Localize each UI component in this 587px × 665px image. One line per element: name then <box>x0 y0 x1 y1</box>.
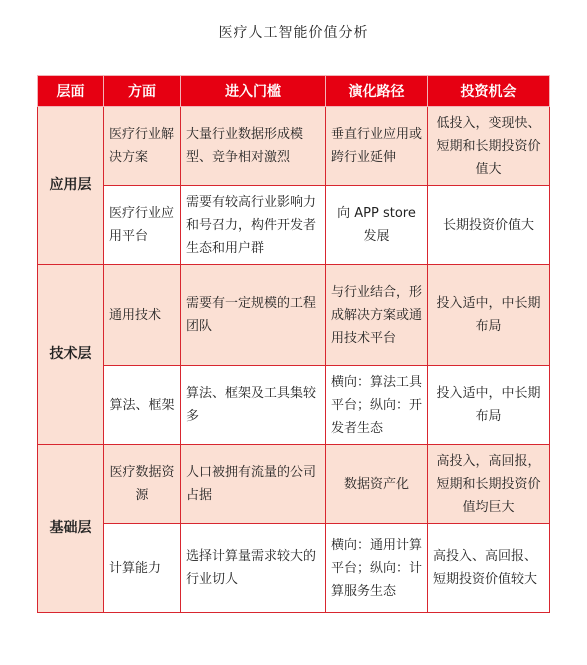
cell-opportunity: 投入适中，中长期布局 <box>428 265 550 366</box>
cell-path: 横向：通用计算平台；纵向：计算服务生态 <box>326 524 428 613</box>
table-row <box>38 524 550 613</box>
cell-path: 横向：算法工具平台；纵向：开发者生态 <box>326 366 428 445</box>
layer-foundation: 基础层 <box>38 445 104 613</box>
table-row <box>38 265 550 366</box>
cell-aspect: 算法、框架 <box>104 366 181 445</box>
cell-opportunity: 投入适中，中长期布局 <box>428 366 550 445</box>
cell-barrier: 人口被拥有流量的公司占据 <box>181 445 326 524</box>
table-row <box>38 445 550 524</box>
cell-barrier: 需要有一定规模的工程团队 <box>181 265 326 366</box>
header-aspect: 方面 <box>104 76 181 107</box>
cell-path: 数据资产化 <box>326 445 428 524</box>
layer-application: 应用层 <box>38 107 104 265</box>
header-layer: 层面 <box>38 76 104 107</box>
cell-path: 垂直行业应用或跨行业延伸 <box>326 107 428 186</box>
table-header-row <box>38 76 550 107</box>
cell-barrier: 选择计算量需求较大的行业切人 <box>181 524 326 613</box>
cell-aspect: 计算能力 <box>104 524 181 613</box>
cell-path: 与行业结合，形成解决方案或通用技术平台 <box>326 265 428 366</box>
cell-opportunity: 低投入，变现快、短期和长期投资价值大 <box>428 107 550 186</box>
header-opportunity: 投资机会 <box>428 76 550 107</box>
cell-aspect: 通用技术 <box>104 265 181 366</box>
cell-opportunity: 长期投资价值大 <box>428 186 550 265</box>
cell-aspect: 医疗数据资源 <box>104 445 181 524</box>
table-row <box>38 107 550 186</box>
cell-aspect: 医疗行业应用平台 <box>104 186 181 265</box>
cell-barrier: 需要有较高行业影响力和号召力，构件开发者生态和用户群 <box>181 186 326 265</box>
cell-barrier: 算法、框架及工具集较多 <box>181 366 326 445</box>
cell-opportunity: 高投入、高回报、短期投资价值较大 <box>428 524 550 613</box>
cell-barrier: 大量行业数据形成模型、竞争相对激烈 <box>181 107 326 186</box>
layer-technology: 技术层 <box>38 265 104 445</box>
header-path: 演化路径 <box>326 76 428 107</box>
cell-path: 向 APP store 发展 <box>326 186 428 265</box>
table-row <box>38 366 550 445</box>
header-barrier: 进入门槛 <box>181 76 326 107</box>
table-row <box>38 186 550 265</box>
page-title: 医疗人工智能价值分析 <box>218 25 369 41</box>
cell-opportunity: 高投入，高回报，短期和长期投资价值均巨大 <box>428 445 550 524</box>
cell-aspect: 医疗行业解决方案 <box>104 107 181 186</box>
value-analysis-table <box>37 75 550 613</box>
